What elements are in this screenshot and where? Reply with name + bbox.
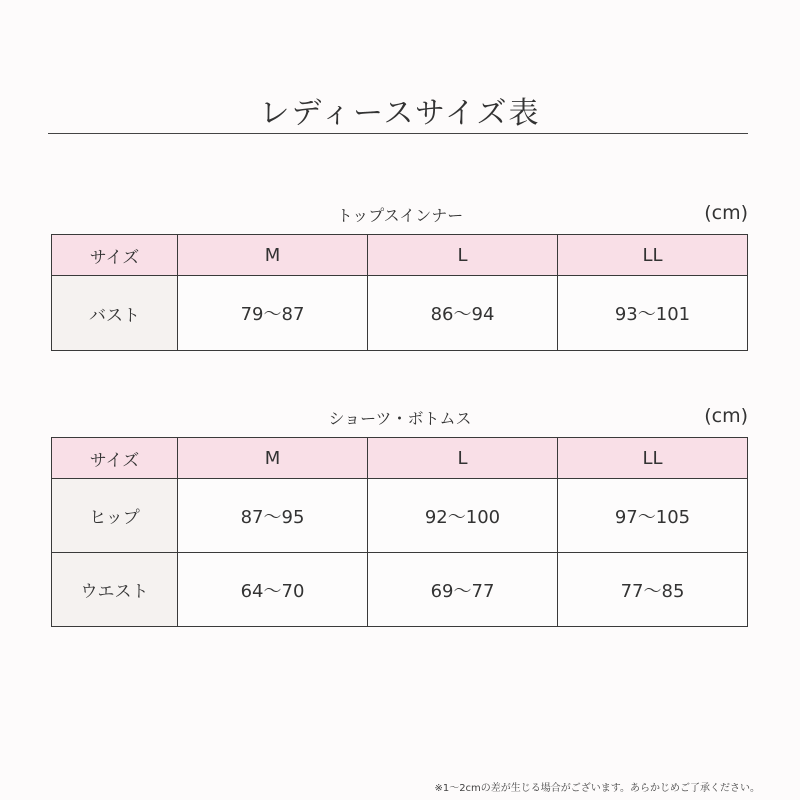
value-cell: 87～95 xyxy=(178,479,368,553)
row-label-cell: バスト xyxy=(52,276,178,351)
header-cell: L xyxy=(368,438,558,479)
header-cell: LL xyxy=(558,235,748,276)
header-cell: L xyxy=(368,235,558,276)
value-cell: 92～100 xyxy=(368,479,558,553)
section-caption-tops: トップスインナー xyxy=(336,206,464,225)
value-cell: 97～105 xyxy=(558,479,748,553)
table-header-row xyxy=(52,438,748,479)
unit-label-tops: (cm) xyxy=(704,202,748,224)
page-title: レディースサイズ表 xyxy=(259,96,541,131)
header-cell: サイズ xyxy=(52,438,178,479)
header-cell: LL xyxy=(558,438,748,479)
value-cell: 86～94 xyxy=(368,276,558,351)
size-table-bottoms xyxy=(51,437,748,627)
table-row xyxy=(52,553,748,627)
title-divider xyxy=(48,133,748,134)
value-cell: 79～87 xyxy=(178,276,368,351)
row-label-cell: ウエスト xyxy=(52,553,178,627)
unit-label-bottoms: (cm) xyxy=(704,405,748,427)
value-cell: 77～85 xyxy=(558,553,748,627)
table-header-row xyxy=(52,235,748,276)
value-cell: 64～70 xyxy=(178,553,368,627)
row-label-cell: ヒップ xyxy=(52,479,178,553)
value-cell: 93～101 xyxy=(558,276,748,351)
header-cell: M xyxy=(178,438,368,479)
value-cell: 69～77 xyxy=(368,553,558,627)
section-caption-bottoms: ショーツ・ボトムス xyxy=(328,409,472,428)
table-row xyxy=(52,479,748,553)
size-table-tops xyxy=(51,234,748,351)
footnote: ※1～2cmの差が生じる場合がございます。あらかじめご了承ください。 xyxy=(434,783,760,794)
header-cell: M xyxy=(178,235,368,276)
header-cell: サイズ xyxy=(52,235,178,276)
table-row xyxy=(52,276,748,351)
